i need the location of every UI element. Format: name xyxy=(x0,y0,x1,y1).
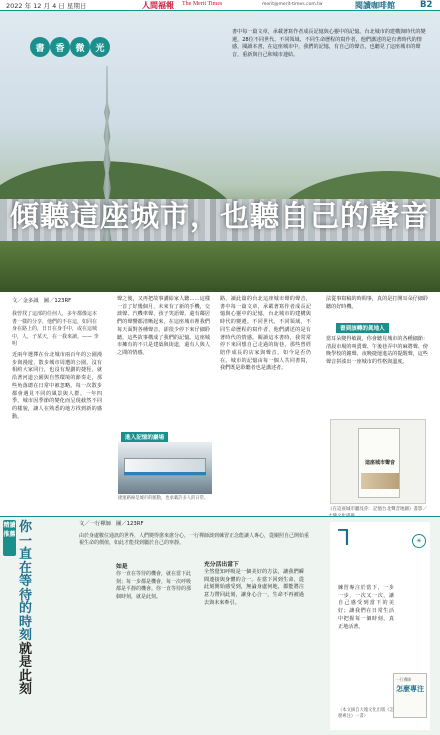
train-stripe xyxy=(124,472,206,475)
subheading: 書到該轉的眞地人 xyxy=(336,323,389,333)
lamp-icon: ☀ xyxy=(412,534,426,548)
book-series: 一行禪師 xyxy=(396,677,412,682)
subheading: 進入記憶的巖場 xyxy=(121,432,168,442)
contact-address: merit@merit-times.com.tw xyxy=(262,2,323,7)
newspaper-brand-en: The Merit Times xyxy=(182,1,223,7)
column-title-emphasis: 就是此刻 xyxy=(19,641,33,697)
page-number: B2 xyxy=(420,0,433,10)
column-subheading: 充分活出當下 xyxy=(204,562,239,568)
book-cover xyxy=(358,428,400,498)
book-caption: 《在這座城市聽見你：記憶台北聲音地圖》書影／ xyxy=(328,507,427,512)
metro-photo xyxy=(118,442,212,494)
article-column: 路，讀此篇的台北這座城市聲的聲音，書中每一篇文章，承載著寫作者成長記憶與心靈中的記憶，台北城市的建構與時代的變遷。不同世代，不同領域，不同生命歷程的寫作者，他們講述的是有著時代的情感。閱讀這本書時，我常常停下來回想自己走過的街巷，那些曾經陪伴成長的店家與聲音，如今是否仍在。城市的記憶由每一個人共同書寫，我們既是聆聽者也是講述者。 xyxy=(220,296,311,372)
poem-text: 你一直在等待的機會，就在當下此刻；每一步都是機會，每一次呼吸都是平靜的機會。你一直等待的那個時刻，就是此刻。 xyxy=(116,571,192,600)
poem-heading: 如是 xyxy=(116,564,128,570)
article-column: 近兩年選擇在台北城市兩百年的公園漫步與漫遊，散步城市周遭的公園，沒有相約大家同行，也沒有規劃的捷徑，就沿著河道公園與自然環境的節奏走，那些角落總在日常中被忽略。每一次散步都會遇見不同的風景與人群。一年四季，城市因季節的變化而呈現截然不同的樣貌，讓人在熟悉的地方找到新的感動。 xyxy=(12,352,102,420)
article-column: 當耳朵變得敏銳，你會聽見城市的各種細節：清晨市場的叫賣聲、午後巷弄中的麻將聲、傍晚學校的鐘聲、夜晚捷運進站的提醒聲，這些聲音拼湊出一座城市的性格與溫度。 xyxy=(326,336,428,366)
column-label: 精讀推薦 xyxy=(3,520,16,556)
zen-brush-icon: ꓶ xyxy=(338,526,351,551)
book-title: 這座城市聲音 xyxy=(364,460,395,466)
column-text: 全然覺知呼吸是一個美好的方法，讓我們瞬間連接與身體的合一。在當下回到生命，從此刻開始感受到，無論身處何地，都能將注意力帶回此刻，讓身心合一，生命不再被過去與未來牽引。 xyxy=(204,569,304,606)
book-cover-art xyxy=(361,473,399,489)
lead-paragraph: 書中每一篇文章，承載著寫作者成長記憶與心靈中的記憶。台北城市的建構與時代的變遷，28位不同世代、不同領域、不同生命歷程的寫作者，他們講述的是有著時代的情感，閱讀本書，在這座城市中，我們的記憶，有自己的聲音，也聽見了這座城市的聲音，重新與自己和城市連結。 xyxy=(232,29,426,58)
article-quote: 我曾找了這部的任何人，多年都像這本書一樣的分享，他們的不在這，如同在身在路上的，日日在身手中，或在這城中，人，子某天，在一我來讀。—— 李明 xyxy=(12,311,99,348)
column-byline: 文／一行禪師 圖／123RF xyxy=(79,521,144,527)
article-column: 聲之後，又再把故事講給家人聽……這樣一首了好幾個月，未來有了新的手機，交談聲、汽機車聲、孩子笑語聲，還有鄰居們的聲響都清晰起來，在這座城市裡我們每天面對各種聲音，卻很少停下來仔細聆聽。這些故事構成了我們的記憶。這座城市擁有的不只是建築與街道，還有人與人之間的情感。 xyxy=(117,296,210,356)
issue-date: 2022 年 12 月 4 日 星期日 xyxy=(6,2,87,10)
column-intro: 由於身處數位通訊的世界，人們變得愈來愈分心，一行禪師談到練習正念能讓人專心，從關照自己開始重視生命的價值，如此才能找到屬於自己的寧靜。 xyxy=(79,533,310,547)
column-title-main: 你一直在等待的時刻 xyxy=(19,520,33,643)
badge-char: 書 xyxy=(30,37,50,57)
book-caption: （本文摘自大塊文化出版《怎麼專注》一書） xyxy=(338,708,394,719)
book-title: 怎麼專注 xyxy=(396,685,424,693)
column-title xyxy=(19,521,39,697)
section-title: 閱讀咖啡館 xyxy=(355,1,395,10)
book-cover-image xyxy=(393,673,427,718)
newspaper-brand: 人間福報 xyxy=(142,0,174,10)
photo-caption: 捷運路線是城市的脈動，也承載許多人的日常。 xyxy=(118,496,209,501)
badge-char: 光 xyxy=(90,37,110,57)
column-text: 練習專注於當下，一步一步，一次又一次，讓自己感受到當下的美好；讓我們在日常生活中把握每一個時刻，真正地活著。 xyxy=(338,585,394,630)
article-byline: 文／金多誠 圖／123RF xyxy=(12,298,72,304)
main-headline: 傾聽這座城市，也聽自己的聲音 xyxy=(9,199,430,233)
foreground-trees xyxy=(0,241,440,292)
article-column: 法從事寫稿的時間事，真的是打開耳朵仔細聆聽的好時機。 xyxy=(326,296,428,310)
badge-char: 微 xyxy=(70,37,90,57)
badge-char: 香 xyxy=(50,37,70,57)
book-cover-image xyxy=(330,419,426,504)
